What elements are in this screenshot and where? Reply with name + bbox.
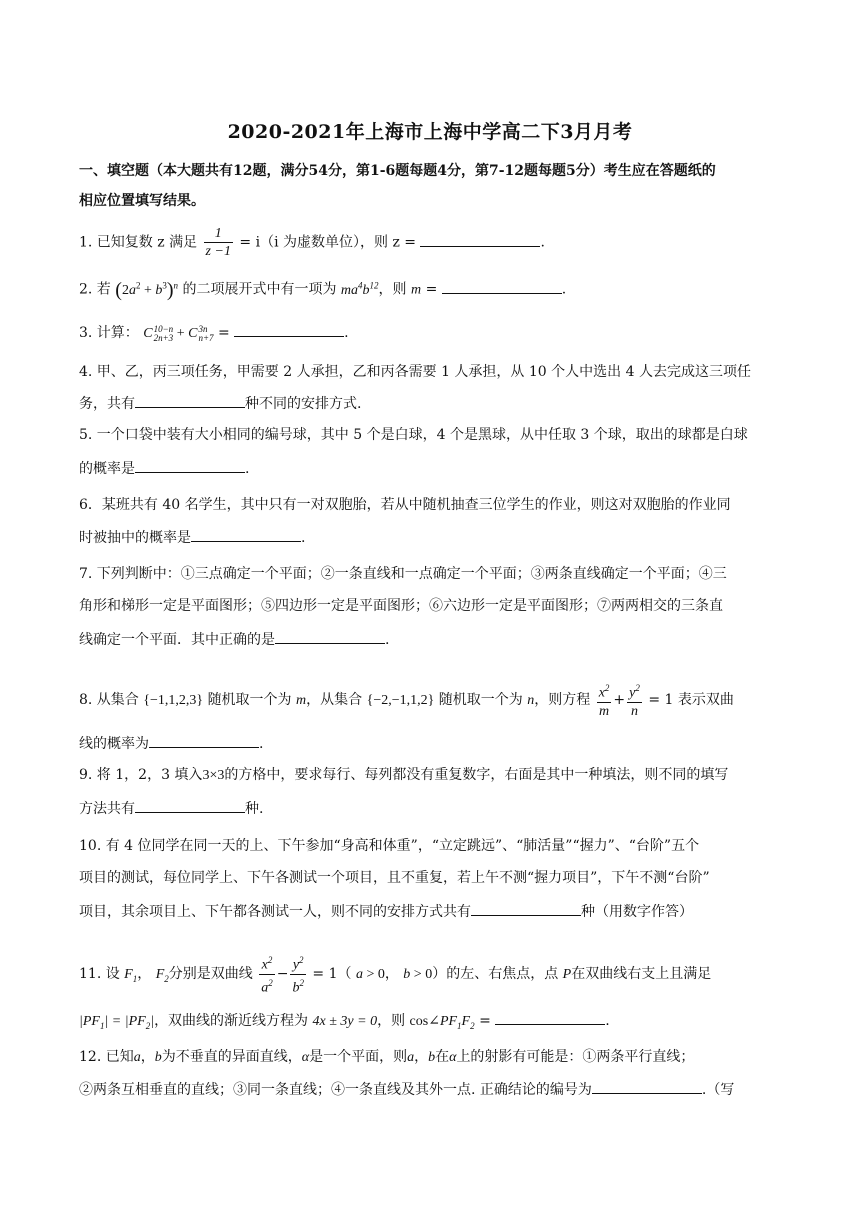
q1-text-a: 1. 已知复数 z 满足 bbox=[79, 234, 198, 251]
q4-text-b: 种不同的安排方式. bbox=[245, 396, 362, 412]
question-11: 11. 设 $F_1$， $F_2$分别是双曲线 $\frac{x^2}{a^2}$ − $\frac{y^2}{b^2}$ = 1（ a > 0， b > 0）的左、右焦点，点 P在双曲线右支上且满足 bbox=[79, 952, 711, 996]
question-7-cont: 角形和梯形一定是平面图形；⑤四边形一定是平面图形；⑥六边形一定是平面图形；⑦两两相交的三条直 bbox=[79, 598, 723, 614]
q9-grid: 3×3 bbox=[202, 768, 225, 783]
q3-text-a: 3. 计算： bbox=[79, 325, 139, 341]
answer-blank-12[interactable] bbox=[592, 1079, 702, 1094]
q3-expression: C 10−n 2n+3 + C 3n n+7 bbox=[143, 323, 214, 343]
q11-cond-b: b bbox=[403, 967, 411, 983]
q11-asymptote: 4x ± 3y = 0 bbox=[312, 1014, 378, 1029]
page-title: 2020-2021年上海市上海中学高二下3月月考 bbox=[227, 121, 633, 143]
answer-blank-10[interactable] bbox=[471, 901, 581, 916]
q8-text-g: 线的概率为 bbox=[79, 736, 149, 752]
q8-var-m: m bbox=[296, 692, 307, 708]
question-5-cont bbox=[79, 458, 249, 478]
q3-end: . bbox=[344, 325, 349, 341]
q12-text-f: 在 bbox=[435, 1049, 450, 1065]
answer-blank-1[interactable] bbox=[420, 232, 540, 247]
q2-term: $ma^4b^{12}$ bbox=[340, 280, 379, 298]
q8-frac-x: $\frac{x^2}{m}$ bbox=[597, 680, 612, 720]
q12-text-b: ， bbox=[140, 1049, 155, 1065]
q8-var-n: n bbox=[527, 692, 535, 708]
question-8-cont bbox=[79, 733, 263, 753]
q8-end: . bbox=[259, 736, 264, 752]
q8-frac-y: $\frac{y^2}{n}$ bbox=[627, 680, 642, 720]
question-8: 8. 从集合 {−1,1,2,3} 随机取一个为 m，从集合 {−2,−1,1,2} 随机取一个为 n，则方程 $\frac{x^2}{m}$ + $\frac{y^2}{n}$ = 1 表示双曲 bbox=[79, 680, 734, 720]
q11-eq: = bbox=[479, 1013, 491, 1029]
q2-text-c: ，则 bbox=[378, 281, 407, 298]
q8-text-d: 随机取一个为 bbox=[438, 691, 523, 708]
q5-end: . bbox=[245, 461, 250, 477]
question-4-cont bbox=[79, 393, 361, 413]
q9-end: 种. bbox=[245, 801, 264, 817]
q6-text-a: 时被抽中的概率是 bbox=[79, 530, 191, 546]
q9-text-b: 的方格中，要求每行、每列都没有重复数字，右面是其中一种填法，则不同的填写 bbox=[224, 767, 729, 783]
q9-text-a: 9. 将 1，2，3 填入 bbox=[79, 767, 203, 783]
q4-text-a: 务，共有 bbox=[79, 396, 135, 412]
q12-text-i: .（写 bbox=[701, 1082, 735, 1098]
q1-fraction-num: 1 bbox=[204, 225, 233, 243]
question-1 bbox=[79, 225, 545, 260]
answer-blank-3[interactable] bbox=[234, 322, 344, 337]
answer-blank-2[interactable] bbox=[442, 279, 562, 294]
q8-text-e: ，则方程 bbox=[534, 691, 591, 708]
q11-cos: $\cos\angle PF_1F_2$ bbox=[409, 1014, 475, 1031]
q11-point-p: P bbox=[562, 967, 572, 983]
question-7-cont2 bbox=[79, 629, 389, 649]
q2-eq: = bbox=[425, 281, 438, 298]
q1-fraction-den: z −1 bbox=[205, 244, 231, 259]
q10-text-a: 项目，其余项目上、下午都各测试一人，则不同的安排方式共有 bbox=[79, 904, 471, 920]
question-12-cont bbox=[79, 1079, 734, 1099]
answer-blank-4[interactable] bbox=[135, 393, 245, 408]
question-11-cont bbox=[79, 1010, 610, 1035]
answer-blank-9[interactable] bbox=[135, 798, 245, 813]
question-9-cont bbox=[79, 798, 263, 818]
question-10-cont: 项目的测试，每位同学上、下午各测试一个项目，且不重复，若上午不测“握力项目”，下午不测“台阶” bbox=[79, 870, 710, 886]
q11-text-f: ）的左、右焦点，点 bbox=[432, 966, 559, 983]
question-3 bbox=[79, 322, 349, 343]
q11-frac-y: $\frac{y^2}{b^2}$ bbox=[290, 952, 306, 996]
answer-blank-5[interactable] bbox=[135, 458, 245, 473]
q11-f1: $F_1$ bbox=[124, 967, 138, 984]
q1-end: . bbox=[540, 234, 545, 251]
q11-end: . bbox=[605, 1013, 610, 1029]
answer-blank-11[interactable] bbox=[495, 1010, 605, 1025]
q8-text-f: = 1 表示双曲 bbox=[648, 691, 734, 708]
q8-set-1: {−1,1,2,3} bbox=[143, 692, 204, 708]
question-5: 5. 一个口袋中装有大小相同的编号球，其中 5 个是白球，4 个是黑球，从中任取 3 个球，取出的球都是白球 bbox=[79, 427, 748, 443]
q7-text-a: 线确定一个平面．其中正确的是 bbox=[79, 632, 275, 648]
q11-text-c: 分别是双曲线 bbox=[168, 966, 253, 983]
q9-text-c: 方法共有 bbox=[79, 801, 135, 817]
q11-abs-eq: $|PF_1| = |PF_2|$ bbox=[79, 1014, 155, 1031]
q5-text-a: 的概率是 bbox=[79, 461, 135, 477]
q2-binomial: $(2a^2 + b^3)^n$ bbox=[115, 278, 179, 301]
q11-f2: $F_2$ bbox=[155, 967, 169, 984]
q1-fraction bbox=[204, 225, 233, 260]
section-heading-cont: 相应位置填写结果。 bbox=[79, 193, 205, 209]
q11-text-i: ，则 bbox=[377, 1013, 406, 1029]
question-4: 4. 甲、乙，丙三项任务，甲需要 2 人承担，乙和丙各需要 1 人承担，从 10 个人中选出 4 人去完成这三项任 bbox=[79, 364, 751, 380]
q2-text-a: 2. 若 bbox=[79, 281, 111, 298]
q11-text-d: = 1（ bbox=[312, 966, 352, 983]
q1-text-b: = i（i 为虚数单位），则 z = bbox=[239, 234, 416, 251]
q8-set-2: {−2,−1,1,2} bbox=[366, 692, 435, 708]
q11-text-g: 在双曲线右支上且满足 bbox=[571, 966, 712, 983]
q11-text-a: 11. 设 bbox=[79, 966, 120, 983]
q11-text-h: ，双曲线的渐近线方程为 bbox=[154, 1013, 309, 1029]
q3-eq: = bbox=[217, 325, 230, 341]
q12-text-e: ， bbox=[414, 1049, 429, 1065]
section-heading: 一、填空题（本大题共有12题，满分54分，第1-6题每题4分，第7-12题每题5分）考生应在答题纸的 bbox=[79, 163, 716, 179]
question-6-cont bbox=[79, 527, 305, 547]
q11-text-b: ， bbox=[137, 966, 152, 983]
q2-end: . bbox=[561, 281, 567, 298]
q7-end: . bbox=[385, 632, 390, 648]
question-10: 10. 有 4 位同学在同一天的上、下午参加“身高和体重”，“立定跳远”、“肺活量”“握力”、“台阶”五个 bbox=[79, 838, 700, 854]
question-12: 12. 已知a，b为不垂直的异面直线，α是一个平面，则a，b在α上的射影有可能是：①两条平行直线； bbox=[79, 1049, 695, 1065]
q11-text-e: ， bbox=[384, 966, 399, 983]
q6-end: . bbox=[301, 530, 306, 546]
answer-blank-7[interactable] bbox=[275, 629, 385, 644]
q2-text-b: 的二项展开式中有一项为 bbox=[182, 281, 337, 298]
question-9 bbox=[79, 766, 728, 785]
q10-text-b: 种（用数字作答） bbox=[581, 904, 693, 920]
question-6: 6．某班共有 40 名学生，其中只有一对双胞胎，若从中随机抽查三位学生的作业，则这对双胞胎的作业同 bbox=[79, 497, 731, 513]
q8-text-a: 8. 从集合 bbox=[79, 691, 139, 708]
answer-blank-8[interactable] bbox=[149, 733, 259, 748]
question-2 bbox=[79, 276, 566, 300]
question-10-cont2 bbox=[79, 901, 693, 921]
q2-var-m: m bbox=[411, 282, 422, 298]
q12-text-d: 是一个平面，则 bbox=[309, 1049, 408, 1065]
q11-cond-a: a bbox=[355, 967, 363, 983]
q8-text-b: 随机取一个为 bbox=[207, 691, 292, 708]
q11-frac-x: $\frac{x^2}{a^2}$ bbox=[259, 952, 275, 996]
answer-blank-6[interactable] bbox=[191, 527, 301, 542]
q12-text-g: 上的射影有可能是：①两条平行直线； bbox=[456, 1049, 695, 1065]
question-7: 7. 下列判断中：①三点确定一个平面；②一条直线和一点确定一个平面；③两条直线确定一个平面；④三 bbox=[79, 566, 727, 582]
q12-text-a: 12. 已知 bbox=[79, 1049, 134, 1065]
q12-text-c: 为不垂直的异面直线， bbox=[161, 1049, 302, 1065]
q8-text-c: ，从集合 bbox=[306, 691, 363, 708]
q12-text-h: ②两条互相垂直的直线；③同一条直线；④一条直线及其外一点. 正确结论的编号为 bbox=[79, 1082, 592, 1098]
